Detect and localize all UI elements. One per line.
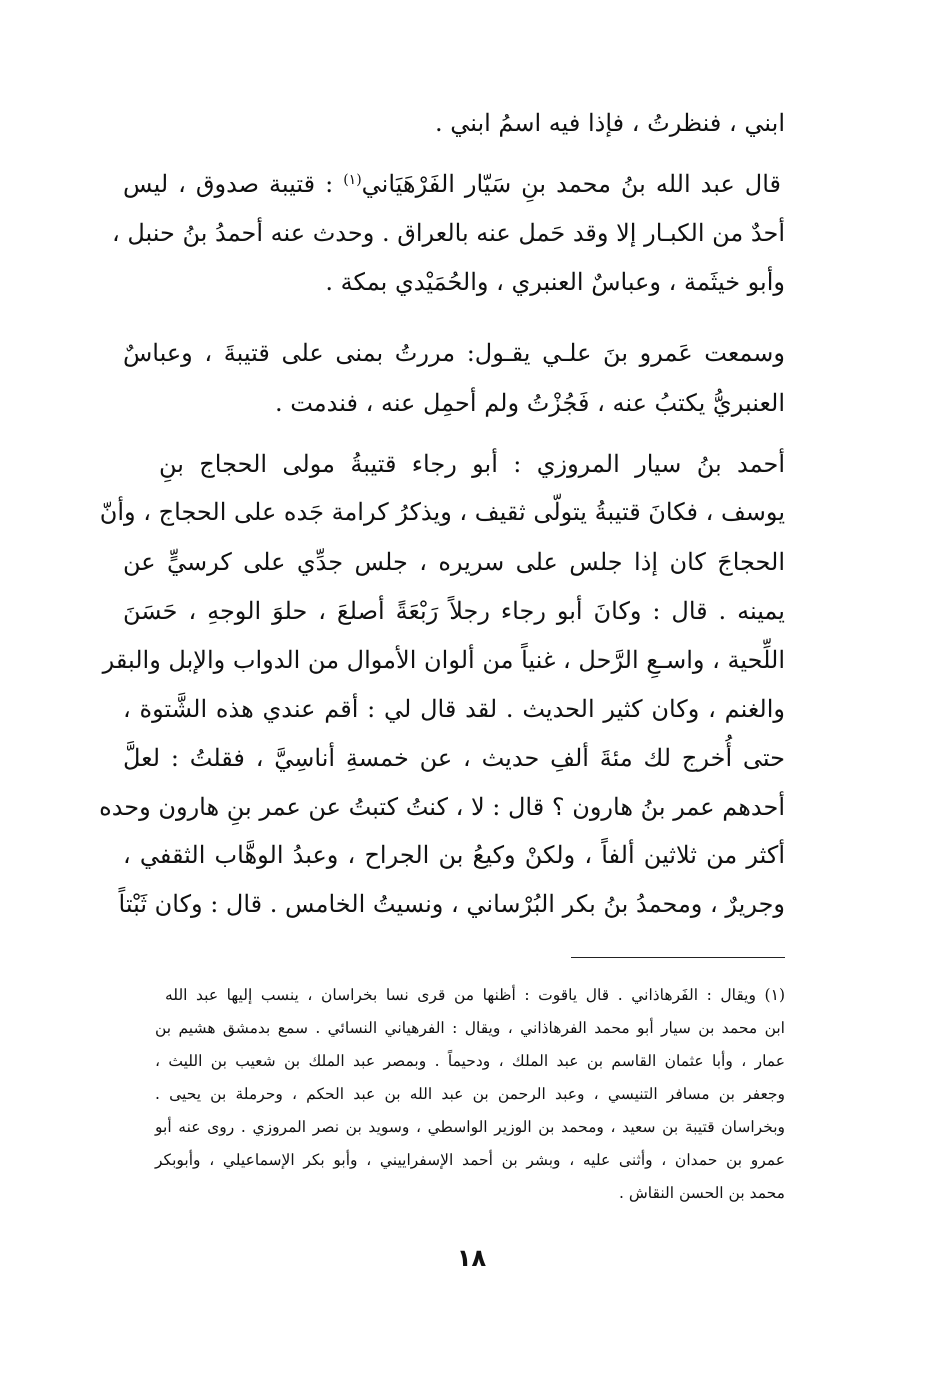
footnote-line-3: عمار ، وأبا عثمان القاسم بن عبد الملك ، ودحيماً . وبمصر عبد الملك بن شعيب بن الليث ، bbox=[155, 1052, 785, 1070]
footnote-marker: (١) bbox=[343, 172, 362, 188]
footnote-separator bbox=[571, 957, 785, 958]
body-line-4: وأبو خيثَمة ، وعباسٌ العنبري ، والحُمَيْدي بمكة . bbox=[325, 268, 785, 296]
body-line-9: الحجاجَ كان إذا جلس على سريره ، جلس جدِّي على كرسيٍّ عن bbox=[123, 548, 785, 576]
body-line-6: العنبريُّ يكتبُ عنه ، فَجُزْتُ ولم أحمِل عنه ، فندمت . bbox=[274, 389, 785, 417]
body-line-14: أحدهم عمر بنُ هارون ؟ قال : لا ، كنتُ كتبتُ عن عمر بنِ هارون وحده bbox=[99, 793, 785, 821]
body-line-8: يوسف ، فكانَ قتيبةُ يتولّى ثقيف ، ويذكرُ كرامة جَده على الحجاج ، وأنّ bbox=[99, 498, 785, 526]
body-line-11: اللِّحية ، واسـعِ الرَّحل ، غنياً من ألوان الأموال من الدواب والإبل والبقر bbox=[102, 646, 785, 674]
body-line-16: وجريرٌ ، ومحمدُ بنُ بكر البُرْساني ، ونسيتُ الخامس . قال : وكان ثَبْتاً bbox=[118, 890, 785, 918]
body-line-1: ابني ، فنظرتُ ، فإذا فيه اسمُ ابني . bbox=[434, 109, 785, 137]
footnote-line-7: محمد بن الحسن النقاش . bbox=[618, 1184, 785, 1202]
body-line-13: حتى أُخرج لك مئةَ ألفِ حديث ، عن خمسةِ أناسِيَّ ، فقلتُ : لعلَّ bbox=[123, 744, 785, 772]
body-line-2-text: قال عبد الله بنُ محمد بنِ سَيّار الفَرْهَيَاني bbox=[361, 170, 781, 198]
footnote-line-2: ابن محمد بن سيار أبو محمد الفرهاذاني ، ويقال : الفرهياني النسائي . سمع بدمشق هشيم بن bbox=[155, 1019, 785, 1037]
page-number: ١٨ bbox=[456, 1244, 487, 1272]
body-line-2-tail: : قتيبة صدوق ، ليس bbox=[123, 170, 334, 198]
footnote-line-1: (١) ويقال : الفَرهاذاني . قال ياقوت : أظنها من قرى نسا بخراسان ، ينسب إليها عبد الله bbox=[165, 986, 785, 1004]
body-line-3: أحدٌ من الكبـار إلا وقد حَمل عنه بالعراق . وحدث عنه أحمدُ بنُ حنبل ، bbox=[111, 219, 785, 247]
footnote-line-4: وجعفر بن مسافر التنيسي ، وعبد الرحمن بن عبد الله بن عبد الحكم ، وحرملة بن يحيى . bbox=[155, 1085, 785, 1103]
footnote-line-5: وبخراسان قتيبة بن سعيد ، ومحمد بن الوزير الواسطي ، وسويد بن نصر المروزي . روى عنه أبو bbox=[155, 1118, 785, 1136]
body-line-7: أحمد بنُ سيار المروزي : أبو رجاء قتيبةُ مولى الحجاج بنِ bbox=[159, 450, 785, 478]
body-line-12: والغنم ، وكان كثير الحديث . لقد قال لي : أقم عندي هذه الشَّتوة ، bbox=[123, 695, 785, 723]
body-line-15: أكثر من ثلاثين ألفاً ، ولكنْ وكيعُ بن الجراح ، وعبدُ الوهَّاب الثقفي ، bbox=[123, 841, 785, 869]
body-line-2 bbox=[123, 172, 781, 196]
body-line-5: وسمعت عَمرو بنَ علـي يقـول: مررتُ بمنى على قتيبةَ ، وعباسٌ bbox=[123, 339, 785, 367]
footnote-line-6: عمرو بن حمدان ، وأثنى عليه ، وبشر بن أحمد الإسفراييني ، وأبو بكر الإسماعيلي ، وأبوبكر bbox=[155, 1151, 785, 1169]
body-line-10: يمينه . قال : وكانَ أبو رجاء رجلاً رَبْعَةً أصلعَ ، حلوَ الوجهِ ، حَسَنَ bbox=[123, 597, 785, 625]
